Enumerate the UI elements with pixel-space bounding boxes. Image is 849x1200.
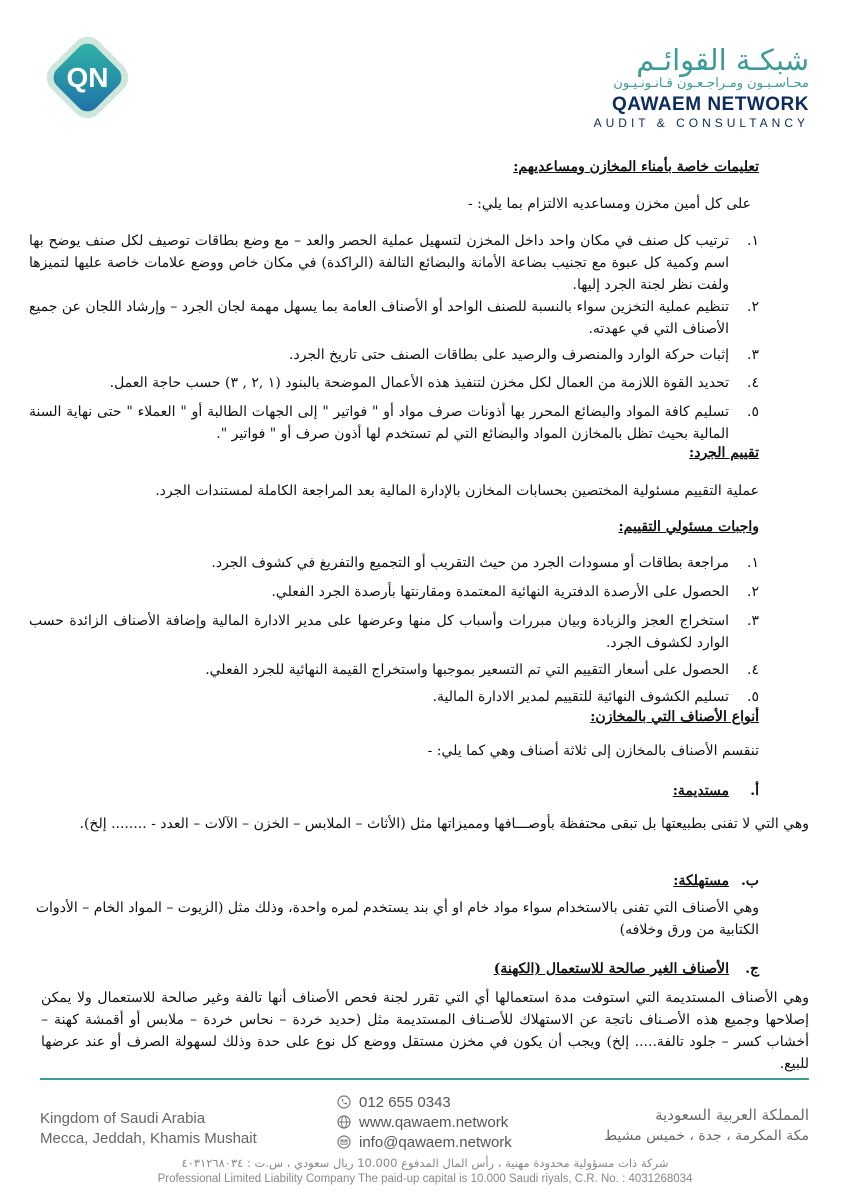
list-item: [29, 552, 759, 574]
footer-phone: [337, 1092, 512, 1112]
item-text: الحصول على أسعار التقييم التي تم التسعير بموجبها واستخراج القيمة النهائية للجرد الفعلي.: [205, 662, 729, 678]
item-number: ٥.: [747, 404, 759, 420]
item-number: ١.: [747, 555, 759, 571]
type-title: مستديمة:: [672, 783, 729, 799]
qn-logo: [40, 30, 135, 125]
type-permanent-text: وهي التي لا تفنى بطبيعتها بل تبقى محتفظة بأوصـــافها ومميزاتها مثل (الأثاث – الملابس – الخزن – الآلات – العدد - ........ إلخ).: [79, 816, 809, 832]
list-item: [29, 296, 759, 340]
brand-tagline-en: AUDIT & CONSULTANCY: [593, 116, 809, 130]
website-text[interactable]: www.qawaem.network: [359, 1113, 509, 1131]
footer-website[interactable]: [337, 1112, 512, 1132]
qn-logo-shape: [40, 30, 135, 125]
brand-name-en: QAWAEM NETWORK: [612, 94, 809, 115]
item-number: ١.: [747, 233, 759, 249]
footer-country-ar: المملكة العربية السعودية: [655, 1106, 809, 1124]
keepers-intro: على كل أمين مخزن ومساعديه الالتزام بما يلي: -: [467, 196, 751, 212]
types-heading: أنواع الأصناف التي بالمخازن:: [590, 709, 759, 725]
item-text: استخراج العجز والزيادة وبيان مبررات وأسباب كل منها وعرضها على مدير الادارة المالية وإضافة الأصناف الزائدة حسب الوارد لكشوف الجرد.: [29, 613, 729, 651]
list-item: [29, 610, 759, 654]
type-letter: ج.: [745, 961, 759, 977]
brand-name-ar: شبكـة القوائـم: [636, 43, 809, 77]
list-item: [29, 686, 759, 708]
item-text: تسليم كافة المواد والبضائع المحرر بها أذونات صرف مواد أو " فواتير " إلى الجهات الطالبة أو " العملاء " حتى نهاية السنة المالية بحيث تظل بالمخازن المواد والبضائع التي لم تستخدم لها أذون صرف أو " فواتير ".: [29, 404, 729, 442]
footer-legal-ar: شركة ذات مسؤولية محدودة مهنية ، رأس المال المدفوع 10.000 ريال سعودي ، س.ت : ٤٠٣١٢٦٨٠٣٤: [181, 1156, 669, 1170]
email-text[interactable]: info@qawaem.network: [359, 1133, 512, 1151]
globe-icon: [337, 1115, 351, 1129]
phone-icon: [337, 1095, 351, 1109]
footer-contacts: [337, 1092, 512, 1152]
item-number: ٢.: [747, 584, 759, 600]
item-text: مراجعة بطاقات أو مسودات الجرد من حيث التقريب أو التجميع والتفريغ في كشوف الجرد.: [211, 555, 729, 571]
item-text: تنظيم عملية التخزين سواء بالنسبة للصنف الواحد أو الأصناف العامة بما يسهل مهمة لجان الجرد – وإرشاد اللجان عن جميع الأصناف التي في عهدته.: [29, 299, 729, 337]
list-item: [29, 659, 759, 681]
list-item: [29, 401, 759, 445]
brand-tagline-ar: محـاسـبـون ومـراجـعـون قـانـونـيـون: [613, 76, 809, 91]
item-text: إثبات حركة الوارد والمنصرف والرصيد على بطاقات الصنف حتى تاريخ الجرد.: [289, 347, 729, 363]
list-item: [29, 344, 759, 366]
list-item: [29, 581, 759, 603]
footer-cities-en: Mecca, Jeddah, Khamis Mushait: [40, 1130, 257, 1147]
footer-legal-en: Professional Limited Liability Company The paid-up capital is 10.000 Saudi riyals, C.R. No. : 4031268034: [157, 1173, 693, 1185]
item-number: ٤.: [747, 375, 759, 391]
footer-country-en: Kingdom of Saudi Arabia: [40, 1110, 206, 1127]
item-text: تحديد القوة اللازمة من العمال لكل مخزن لتنفيذ هذه الأعمال الموضحة بالبنود (١ ,٢ , ٣) حسب حاجة العمل.: [109, 375, 729, 391]
mail-icon: [337, 1135, 351, 1149]
duties-heading: واجبات مسئولي التقييم:: [618, 519, 759, 535]
footer-email[interactable]: [337, 1132, 512, 1152]
item-number: ٥.: [747, 689, 759, 705]
type-title: الأصناف الغير صالحة للاستعمال (الكهنة): [493, 961, 729, 977]
item-text: ترتيب كل صنف في مكان واحد داخل المخزن لتسهيل عملية الحصر والعد – مع وضع بطاقات توصيف لكل صنف يوضح بها اسم وكمية كل عبوة مع تجنيب بضاعة الأمانة والبضائع التالفة (الراكدة) في مكان خاص ووضع علامات خاصة عليها لتميزها ولفت نظر لجنة الجرد إليها.: [29, 233, 729, 293]
item-number: ٣.: [747, 613, 759, 629]
brand-block: [539, 44, 809, 131]
item-number: ٢.: [747, 299, 759, 315]
footer-divider: [40, 1078, 809, 1080]
type-consumable: [29, 870, 759, 892]
type-permanent: [29, 780, 759, 802]
list-item: [29, 230, 759, 296]
type-scrap-text: وهي الأصناف المستديمة التي استوفت مدة استعمالها أي التي تقرر لجنة فحص الأصناف أنها تالفة وغير صالحة للاستعمال ولا يمكن إصلاحها وجميع هذه الأصـناف ناتجة عن الاستهلاك للأصـناف المستديمة مثل (حديد خردة – نحاس خردة – ملابس أو أقمشة كهنة – أخشاب كسر – جلود تالفة..... إلخ) ويجب أن يكون في مخزن مستقل ووضع كل نوع على حدة وذلك لسهولة الصرف أو عند عرضها للبيع.: [41, 990, 809, 1072]
type-letter: ب.: [740, 873, 759, 889]
list-item: [29, 372, 759, 394]
valuation-heading: تقييم الجرد:: [689, 445, 759, 461]
keepers-heading: تعليمات خاصة بأمناء المخازن ومساعديهم:: [513, 159, 759, 175]
item-text: الحصول على الأرصدة الدفترية النهائية المعتمدة ومقارنتها بأرصدة الجرد الفعلي.: [271, 584, 729, 600]
type-scrap: [29, 958, 759, 980]
item-number: ٤.: [747, 662, 759, 678]
type-letter: أ.: [750, 783, 759, 799]
logo-mark-text: QN: [66, 62, 109, 93]
item-text: تسليم الكشوف النهائية للتقييم لمدير الادارة المالية.: [432, 689, 729, 705]
valuation-text: عملية التقييم مسئولية المختصين بحسابات المخازن بالإدارة المالية بعد المراجعة الكاملة لمستندات الجرد.: [155, 483, 759, 499]
item-number: ٣.: [747, 347, 759, 363]
types-intro: تنقسم الأصناف بالمخازن إلى ثلاثة أصناف وهي كما يلي: -: [427, 743, 759, 759]
phone-text: 012 655 0343: [359, 1093, 451, 1111]
footer-cities-ar: مكة المكرمة ، جدة ، خميس مشيط: [604, 1128, 809, 1144]
type-consumable-text: وهي الأصناف التي تفنى بالاستخدام سواء مواد خام او أي بند يستخدم لمره واحدة، وذلك مثل (الزيوت – المواد الخام – الأدوات الكتابية من ورق وخلافه): [35, 900, 759, 938]
type-title: مستهلكة:: [673, 873, 729, 889]
